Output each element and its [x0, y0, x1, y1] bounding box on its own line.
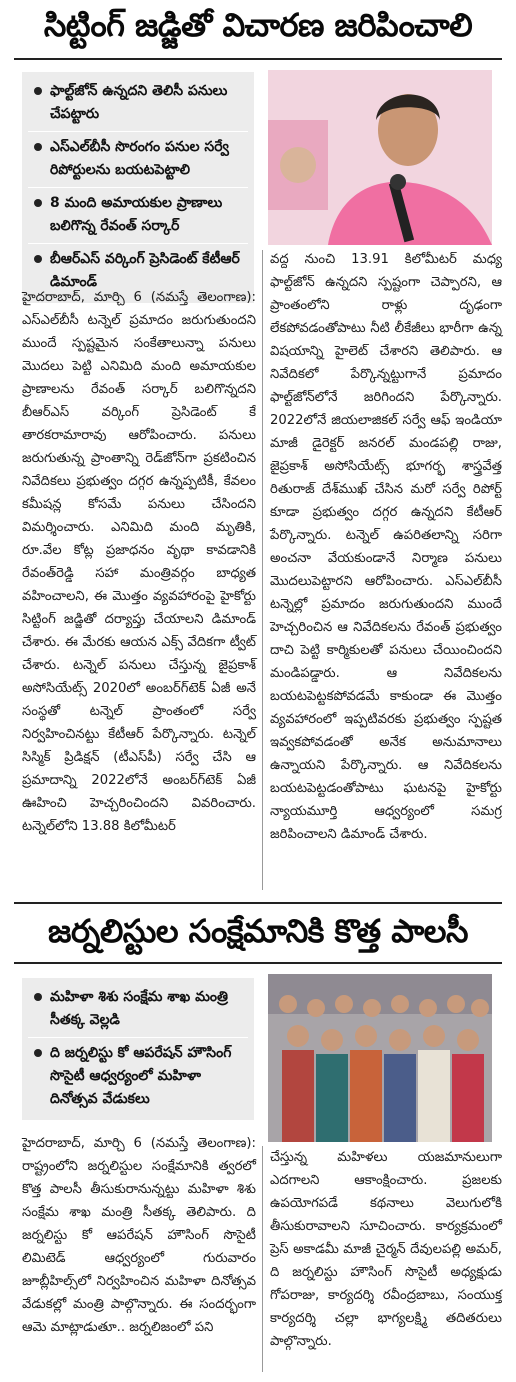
- bullet-icon: [34, 1049, 42, 1057]
- highlight-item: ది జర్నలిస్టు కో ఆపరేషన్ హౌసింగ్ సొసైటీ ఆధ్వర్యంలో మహిళా దినోత్సవ వేడుకలు: [28, 1038, 248, 1116]
- story1-column-2: వద్ద నుంచి 13.91 కిలోమీటర్ మధ్య ఫాల్ట్‌జోన్ ఉన్నదని స్పష్టంగా చెప్పారని, ఆ ప్రాంతంలోని రాళ్లు దృఢంగా లేకపోవడంతోపాటు నీటి లీకేజీలు భారీగా ఉన్న విషయాన్ని హైలెట్ చేశారని తెలిపారు. ఆ నివేదికలో పేర్కొన్నట్టుగానే ప్రమాదం ఫాల్ట్‌జోన్‌లోనే జరిగిందని పేర్కొన్నారు. 2022లోనే జియలాజికల్ సర్వే ఆఫ్ ఇండియా మాజీ డైరెక్టర్ జనరల్ మండపల్లి రాజు, జైప్రకాశ్ అసోసియేట్స్ భూగర్భ శాస్త్రవేత్త రితురాజ్ దేశ్‌ముఖ్ చేసిన మరో సర్వే రిపోర్ట్ కూడా ప్రభుత్వం దగ్గర ఉన్నదని కేటీఆర్ పేర్కొన్నారు. టన్నెల్ ఉపరితలాన్ని సరిగా అంచనా వేయకుండానే నిర్మాణ పనులు మొదలుపెట్టారని ఆరోపించారు. ఎస్ఎల్‌బీసీ టన్నెల్లో ప్రమాదం జరుగుతుందని ముందే హెచ్చరించిన ఆ నివేదికలను రేవంత్ ప్రభుత్వం దాచి పెట్టి కార్మికులతో పనులు చేయించిందని మండిపడ్డారు. ఆ నివేదికలను బయటపెట్టకపోవడమే కాకుండా ఈ మొత్తం వ్యవహారంలో ఇప్పటివరకు ప్రభుత్వం స్పష్టత ఇవ్వకపోవడంతో అనేక అనుమానాలు ఉన్నాయని పేర్కొన్నారు. ఆ నివేదికలను బయటపెట్టడంతోపాటు ఘటనపై హైకోర్టు న్యాయమూర్తి ఆధ్వర్యంలో సమగ్ర జరిపించాలని డిమాండ్ చేశారు.: [270, 252, 502, 842]
- story2-column-1: హైదరాబాద్, మార్చి 6 (నమస్తే తెలంగాణ): రాష్ట్రంలోని జర్నలిస్టుల సంక్షేమానికి త్వరలో కొత్త పాలసీ తీసుకురానున్నట్టు మహిళా శిశు సంక్షేమ శాఖ మంత్రి సీతక్క తెలిపారు. ది జర్నలిస్టు కో ఆపరేషన్ హౌసింగ్ సొసైటీ లిమిటెడ్ ఆధ్వర్యంలో గురువారం జూబ్లీహిల్స్‌లో నిర్వహించిన మహిళా దినోత్సవ వేడుకల్లో మంత్రి పాల్గొన్నారు. ఈ సందర్భంగా ఆమె మాట్లాడుతూ.. జర్నలిజంలో పని: [22, 1136, 256, 1335]
- headline-1: సిట్టింగ్ జడ్జితో విచారణ జరిపించాలి: [43, 6, 473, 44]
- bullet-icon: [34, 255, 42, 263]
- column-divider: [262, 250, 263, 890]
- highlight-item: మహిళా శిశు సంక్షేమ శాఖ మంత్రి సీతక్క వెల్లడి: [28, 982, 248, 1038]
- highlights-box-2: [22, 978, 254, 1120]
- story1-column-1: హైదరాబాద్, మార్చి 6 (నమస్తే తెలంగాణ): ఎస్ఎల్‌బీసీ టన్నెల్ ప్రమాదం జరుగుతుందని ముందే స్పష్టమైన సంకేతాలున్నా పనులు మొదలు పెట్టి ఎనిమిది మంది అమాయకుల ప్రాణాలను రేవంత్ సర్కార్ బలిగొన్నదని బీఆర్ఎస్ వర్కింగ్ ప్రెసిడెంట్ కే తారకరామారావు ఆరోపించారు. పనులు జరుగుతున్న ప్రాంతాన్ని రెడ్‌జోన్‌గా ప్రకటించిన నివేదికలు ప్రభుత్వం దగ్గర ఉన్నప్పటికీ, కేవలం కమీషన్ల కోసమే పనులు చేసిందని విమర్శించారు. ఎనిమిది మంది మృతికి, రూ.వేల కోట్ల ప్రజాధనం వృథా కావడానికి రేవంత్‌రెడ్డి సహా మంత్రివర్గం బాధ్యత వహించాలని, ఈ మొత్తం వ్యవహారంపై హైకోర్టు సిట్టింగ్ జడ్జితో దర్యాప్తు చేయాలని డిమాండ్ చేశారు. ఈ మేరకు ఆయన ఎక్స్ వేదికగా ట్వీట్ చేశారు. టన్నెల్ పనులు చేస్తున్న జైప్రకాశ్ అసోసియేట్స్ 2020లో అంబర్‌గ్‌టెక్ ఏజీ అనే సంస్థతో టన్నెల్ ప్రాంతంలో సర్వే నిర్వహించినట్టు కేటీఆర్ పేర్కొన్నారు. టన్నెల్ సిస్మిక్ ప్రిడిక్షన్ (టీఎస్‌పీ) సర్వే చేసి ఆ ప్రమాదాన్ని 2022లోనే అంబర్‌గ్‌టెక్ ఏజీ ఊహించి హెచ్చరించిందని వివరించారు. టన్నెల్‌లోని 13.88 కిలోమీటర్: [22, 290, 256, 834]
- group-photo: [268, 974, 492, 1142]
- story2-column-2: చేస్తున్న మహిళలు యజమానులుగా ఎదగాలని ఆకాంక్షించారు. ప్రజలకు ఉపయోగపడే కథనాలు వెలుగులోకి తీసుకురావాలని సూచించారు. కార్యక్రమంలో ప్రెస్ అకాడమీ మాజీ చైర్మన్ దేవులపల్లి అమర్, ది జర్నలిస్టు హౌసింగ్ సొసైటీ అధ్యక్షుడు గోపరాజు, కార్యదర్శి రవీంద్రబాబు, సంయుక్త కార్యదర్శి చల్లా భాగ్యలక్ష్మి తదితరులు పాల్గొన్నారు.: [270, 1150, 502, 1349]
- headline-2: జర్నలిస్టుల సంక్షేమానికి కొత్త పాలసీ: [48, 912, 468, 950]
- divider-top: [14, 58, 502, 60]
- bullet-icon: [34, 199, 42, 207]
- group-illustration: [268, 974, 492, 1142]
- highlight-item: ఎస్ఎల్‌బీసీ సొరంగం పనుల సర్వే రిపోర్టులను బయటపెట్టాలి: [28, 132, 248, 188]
- highlight-item: 8 మంది అమాయకుల ప్రాణాలు బలిగొన్న రేవంత్ సర్కార్: [28, 188, 248, 244]
- highlight-item: ఫాల్ట్‌జోన్ ఉన్నదని తెలిసీ పనులు చేపట్టారు: [28, 76, 248, 132]
- divider-headline-2: [14, 962, 502, 964]
- ktr-photo: [268, 70, 492, 245]
- divider-middle: [14, 902, 502, 904]
- speaker-illustration: [268, 70, 492, 245]
- highlight-item: బీఆర్ఎస్ వర్కింగ్ ప్రెసిడెంట్ కేటీఆర్ డిమాండ్: [28, 244, 248, 299]
- bullet-icon: [34, 87, 42, 95]
- bullet-icon: [34, 143, 42, 151]
- highlights-box-1: [22, 72, 254, 303]
- column-divider: [262, 1146, 263, 1372]
- bullet-icon: [34, 993, 42, 1001]
